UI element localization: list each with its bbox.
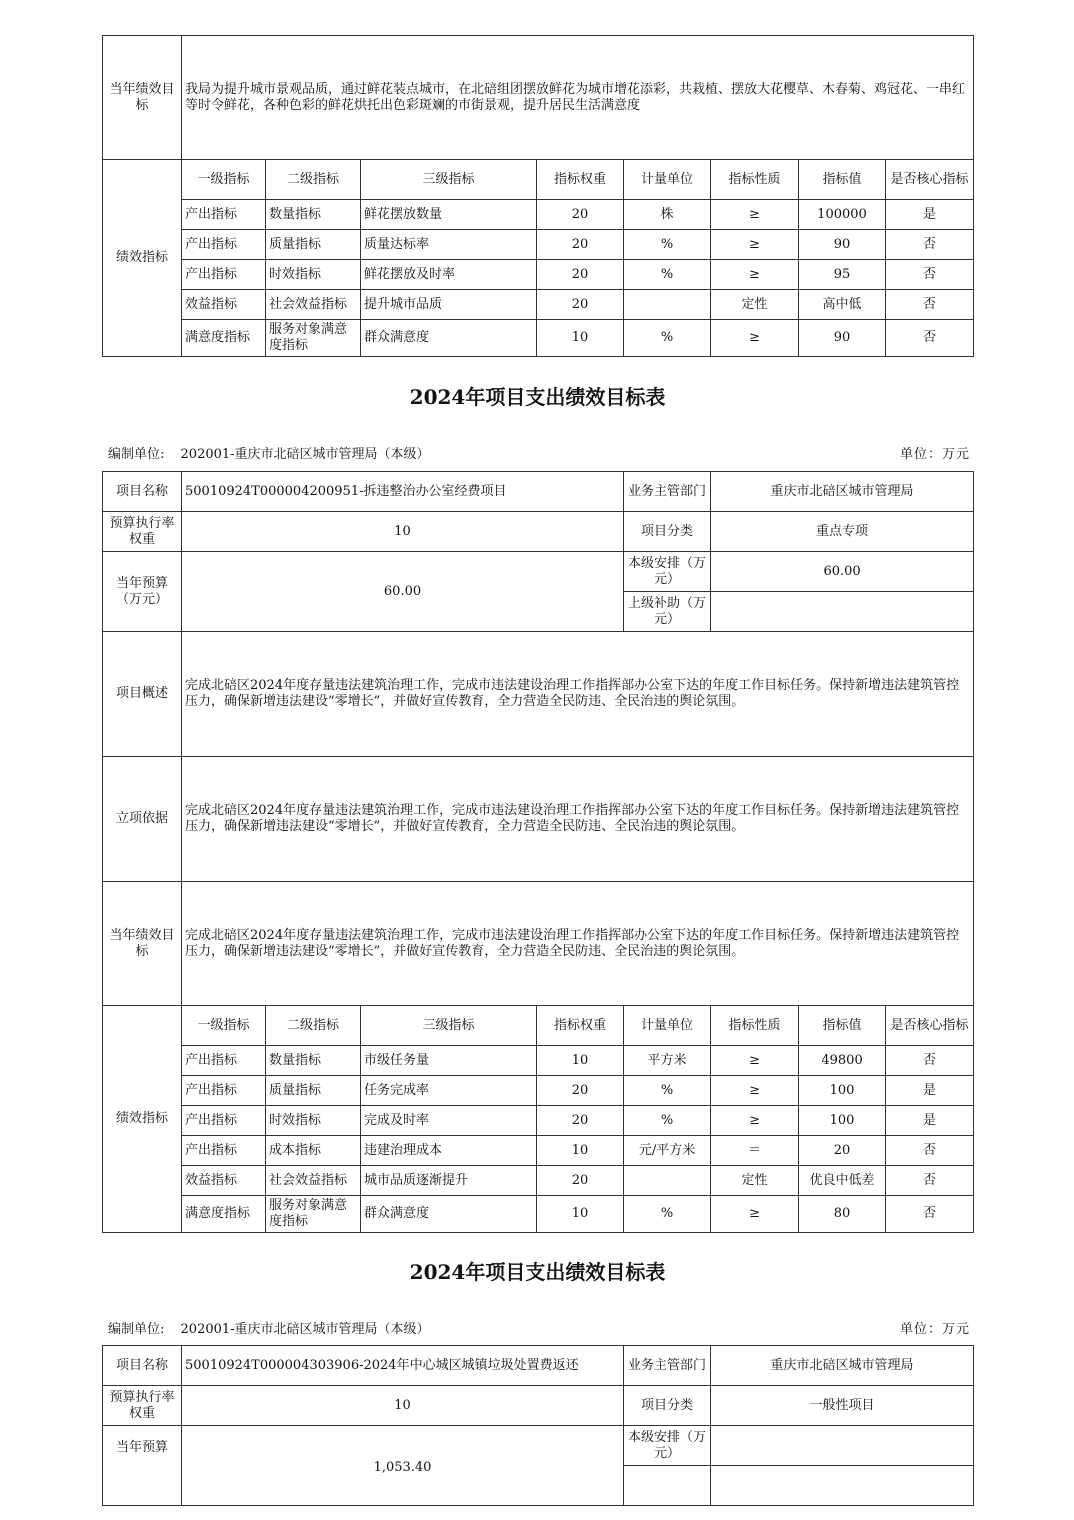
table-clip xyxy=(0,1345,1074,1475)
cell: 100 xyxy=(799,1106,886,1136)
cell: % xyxy=(624,1106,711,1136)
cell: 质量达标率 xyxy=(361,230,537,260)
cell: 95 xyxy=(799,260,886,290)
cell: 服务对象满意度指标 xyxy=(266,1196,361,1233)
org-label: 编制单位: xyxy=(108,447,165,462)
table-row xyxy=(103,230,974,260)
cell: 否 xyxy=(886,1046,974,1076)
cell: 产出指标 xyxy=(182,1046,266,1076)
goal-text: 我局为提升城市景观品质，通过鲜花装点城市，在北碚组团摆放鲜花为城市增花添彩，共栽植、摆放大花樱草、木春菊、鸡冠花、一串红等时令鲜花，各种色彩的鲜花烘托出色彩斑斓的市街景观，提升居民生活满意度 xyxy=(182,36,974,160)
cell: 是 xyxy=(886,1106,974,1136)
cell: 90 xyxy=(799,230,886,260)
cell: 产出指标 xyxy=(182,1076,266,1106)
budget-label: 当年预算 xyxy=(103,1426,182,1506)
table-row xyxy=(103,1046,974,1076)
cell: 产出指标 xyxy=(182,260,266,290)
cell: 否 xyxy=(886,290,974,320)
upper-label: 上级补助（万元） xyxy=(624,592,711,632)
unit-label: 单位：万元 xyxy=(899,1322,970,1337)
cell: ≥ xyxy=(711,200,799,230)
cell: ≥ xyxy=(711,1196,799,1233)
table-row xyxy=(103,1106,974,1136)
table-row xyxy=(103,1076,974,1106)
cell: 定性 xyxy=(711,1166,799,1196)
table-row xyxy=(103,320,974,357)
header-cell: 计量单位 xyxy=(624,160,711,200)
upper-value xyxy=(711,592,974,632)
budget-value: 60.00 xyxy=(182,552,624,632)
header-cell: 二级指标 xyxy=(266,160,361,200)
local-value xyxy=(711,1426,974,1466)
cell: 效益指标 xyxy=(182,1166,266,1196)
page-title: 2024年项目支出绩效目标表 xyxy=(409,1260,666,1284)
cell: 否 xyxy=(886,1136,974,1166)
cell: 10 xyxy=(537,1046,624,1076)
category-label: 项目分类 xyxy=(624,1386,711,1426)
cell: 数量指标 xyxy=(266,200,361,230)
weight-label: 预算执行率权重 xyxy=(103,512,182,552)
cell: 产出指标 xyxy=(182,1106,266,1136)
cell: 株 xyxy=(624,200,711,230)
cell: 80 xyxy=(799,1196,886,1233)
org-value: 202001-重庆市北碚区城市管理局（本级） xyxy=(180,447,430,462)
cell: % xyxy=(624,320,711,357)
cell: 效益指标 xyxy=(182,290,266,320)
header-cell: 三级指标 xyxy=(361,160,537,200)
org-line xyxy=(108,443,442,462)
perf-label: 绩效指标 xyxy=(103,1006,182,1233)
table-row xyxy=(103,260,974,290)
cell: 社会效益指标 xyxy=(266,290,361,320)
weight-label: 预算执行率权重 xyxy=(103,1386,182,1426)
category-value: 重点专项 xyxy=(711,512,974,552)
cell: 提升城市品质 xyxy=(361,290,537,320)
cell: 鲜花摆放及时率 xyxy=(361,260,537,290)
cell: ≥ xyxy=(711,320,799,357)
cell: 群众满意度 xyxy=(361,1196,537,1233)
cell: 数量指标 xyxy=(266,1046,361,1076)
cell: 20 xyxy=(537,260,624,290)
cell: % xyxy=(624,230,711,260)
upper-value xyxy=(711,1466,974,1506)
cell: % xyxy=(624,1076,711,1106)
cell: 质量指标 xyxy=(266,230,361,260)
cell: 10 xyxy=(537,1136,624,1166)
local-label: 本级安排（万元） xyxy=(624,1426,711,1466)
cell: ≥ xyxy=(711,260,799,290)
table-row xyxy=(103,200,974,230)
cell: 定性 xyxy=(711,290,799,320)
project-name: 50010924T000004200951-拆违整治办公室经费项目 xyxy=(182,472,624,512)
cell: 20 xyxy=(799,1136,886,1166)
cell: ≥ xyxy=(711,1046,799,1076)
cell xyxy=(624,290,711,320)
cell: 社会效益指标 xyxy=(266,1166,361,1196)
budget-label: 当年预算（万元） xyxy=(103,552,182,632)
table-row xyxy=(103,290,974,320)
cell: 20 xyxy=(537,200,624,230)
project-name-label: 项目名称 xyxy=(103,472,182,512)
cell: 平方米 xyxy=(624,1046,711,1076)
project-name: 50010924T000004303906-2024年中心城区城镇垃圾处置费返还 xyxy=(182,1346,624,1386)
cell: 高中低 xyxy=(799,290,886,320)
org-value: 202001-重庆市北碚区城市管理局（本级） xyxy=(180,1322,430,1337)
local-value: 60.00 xyxy=(711,552,974,592)
org-line xyxy=(108,1318,442,1337)
cell: 违建治理成本 xyxy=(361,1136,537,1166)
header-cell: 一级指标 xyxy=(182,160,266,200)
unit-label: 单位：万元 xyxy=(899,447,970,462)
cell: ≥ xyxy=(711,230,799,260)
header-cell: 三级指标 xyxy=(361,1006,537,1046)
cell: 满意度指标 xyxy=(182,320,266,357)
cell: 时效指标 xyxy=(266,260,361,290)
cell: 产出指标 xyxy=(182,200,266,230)
cell: 完成及时率 xyxy=(361,1106,537,1136)
header-cell: 指标性质 xyxy=(711,1006,799,1046)
cell: 20 xyxy=(537,1166,624,1196)
perf-label: 绩效指标 xyxy=(103,160,182,357)
cell: 否 xyxy=(886,320,974,357)
goal-text: 完成北碚区2024年度存量违法建筑治理工作，完成市违法建设治理工作指挥部办公室下达的年度工作目标任务。保持新增违法建筑管控压力，确保新增违法建设“零增长”，并做好宣传教育，全力营造全民防违、全民治违的舆论氛围。 xyxy=(182,882,974,1006)
goal-label: 当年绩效目标 xyxy=(103,36,182,160)
cell: 20 xyxy=(537,1106,624,1136)
cell: 鲜花摆放数量 xyxy=(361,200,537,230)
cell: 20 xyxy=(537,290,624,320)
cell: 100000 xyxy=(799,200,886,230)
cell: 优良中低差 xyxy=(799,1166,886,1196)
cell: 20 xyxy=(537,1076,624,1106)
cell: 时效指标 xyxy=(266,1106,361,1136)
cell: 满意度指标 xyxy=(182,1196,266,1233)
top-goal-table xyxy=(102,35,974,357)
table-row xyxy=(103,1196,974,1233)
header-cell: 指标权重 xyxy=(537,1006,624,1046)
weight-value: 10 xyxy=(182,512,624,552)
category-value: 一般性项目 xyxy=(711,1386,974,1426)
cell: 群众满意度 xyxy=(361,320,537,357)
cell: 服务对象满意度指标 xyxy=(266,320,361,357)
cell: ≥ xyxy=(711,1076,799,1106)
cell: 市级任务量 xyxy=(361,1046,537,1076)
dept-value: 重庆市北碚区城市管理局 xyxy=(711,472,974,512)
table-row xyxy=(103,1136,974,1166)
basis-label: 立项依据 xyxy=(103,757,182,882)
cell: 质量指标 xyxy=(266,1076,361,1106)
weight-value: 10 xyxy=(182,1386,624,1426)
cell: 产出指标 xyxy=(182,230,266,260)
cell: 20 xyxy=(537,230,624,260)
category-label: 项目分类 xyxy=(624,512,711,552)
project-table-3 xyxy=(102,1345,974,1506)
cell: 否 xyxy=(886,1166,974,1196)
dept-label: 业务主管部门 xyxy=(624,472,711,512)
overview-label: 项目概述 xyxy=(103,632,182,757)
header-cell: 指标值 xyxy=(799,1006,886,1046)
cell: % xyxy=(624,1196,711,1233)
cell: 10 xyxy=(537,320,624,357)
header-cell: 二级指标 xyxy=(266,1006,361,1046)
cell: 90 xyxy=(799,320,886,357)
header-cell: 一级指标 xyxy=(182,1006,266,1046)
cell: 否 xyxy=(886,260,974,290)
header-cell: 是否核心指标 xyxy=(886,1006,974,1046)
cell: 49800 xyxy=(799,1046,886,1076)
page-title: 2024年项目支出绩效目标表 xyxy=(409,385,666,409)
basis-text: 完成北碚区2024年度存量违法建筑治理工作，完成市违法建设治理工作指挥部办公室下达的年度工作目标任务。保持新增违法建筑管控压力，确保新增违法建设“零增长”，并做好宣传教育，全力营造全民防违、全民治违的舆论氛围。 xyxy=(182,757,974,882)
upper-label xyxy=(624,1466,711,1506)
budget-value: 1,053.40 xyxy=(182,1426,624,1506)
cell: 10 xyxy=(537,1196,624,1233)
cell: 是 xyxy=(886,1076,974,1106)
overview-text: 完成北碚区2024年度存量违法建筑治理工作，完成市违法建设治理工作指挥部办公室下达的年度工作目标任务。保持新增违法建筑管控压力，确保新增违法建设“零增长”，并做好宣传教育，全力营造全民防违、全民治违的舆论氛围。 xyxy=(182,632,974,757)
cell: 成本指标 xyxy=(266,1136,361,1166)
header-cell: 指标值 xyxy=(799,160,886,200)
dept-label: 业务主管部门 xyxy=(624,1346,711,1386)
local-label: 本级安排（万元） xyxy=(624,552,711,592)
cell: 是 xyxy=(886,200,974,230)
dept-value: 重庆市北碚区城市管理局 xyxy=(711,1346,974,1386)
cell: 城市品质逐渐提升 xyxy=(361,1166,537,1196)
cell: 产出指标 xyxy=(182,1136,266,1166)
cell: ≥ xyxy=(711,1106,799,1136)
goal-label: 当年绩效目标 xyxy=(103,882,182,1006)
cell: 元/平方米 xyxy=(624,1136,711,1166)
header-cell: 指标权重 xyxy=(537,160,624,200)
cell: 否 xyxy=(886,230,974,260)
cell: % xyxy=(624,260,711,290)
project-name-label: 项目名称 xyxy=(103,1346,182,1386)
cell: 100 xyxy=(799,1076,886,1106)
org-label: 编制单位: xyxy=(108,1322,165,1337)
cell: 任务完成率 xyxy=(361,1076,537,1106)
header-cell: 指标性质 xyxy=(711,160,799,200)
project-table-2 xyxy=(102,471,974,1233)
cell: 否 xyxy=(886,1196,974,1233)
header-cell: 计量单位 xyxy=(624,1006,711,1046)
cell: ＝ xyxy=(711,1136,799,1166)
cell xyxy=(624,1166,711,1196)
header-cell: 是否核心指标 xyxy=(886,160,974,200)
table-row xyxy=(103,1166,974,1196)
